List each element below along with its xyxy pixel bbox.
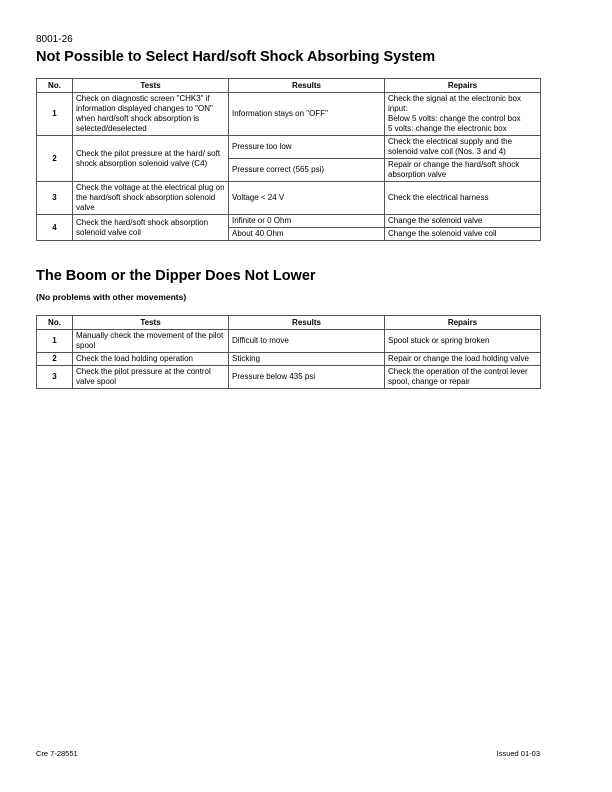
repair-cell: Check the operation of the control lever spool, change or repair (385, 366, 541, 389)
test-cell: Manually check the movement of the pilot spool (73, 330, 229, 353)
table-row (37, 215, 541, 228)
row-number: 2 (37, 136, 73, 182)
repair-cell: Check the electrical supply and the solenoid valve coil (Nos. 3 and 4) (385, 136, 541, 159)
result-cell: Voltage < 24 V (229, 182, 385, 215)
section-title-boom-dipper: The Boom or the Dipper Does Not Lower (36, 268, 316, 284)
column-header-no: No. (37, 316, 73, 330)
result-cell: Difficult to move (229, 330, 385, 353)
table-row (37, 182, 541, 215)
table-row (37, 353, 541, 366)
footer-document-code: Cre 7-28551 (36, 749, 78, 758)
section-subtitle: (No problems with other movements) (36, 292, 187, 302)
row-number: 3 (37, 366, 73, 389)
test-cell: Check the pilot pressure at the control valve spool (73, 366, 229, 389)
column-header-results: Results (229, 79, 385, 93)
result-cell: Pressure correct (565 psi) (229, 159, 385, 182)
repair-line: 5 volts: change the electronic box (388, 124, 507, 133)
table-row (37, 136, 541, 159)
table-row (37, 93, 541, 136)
page-number: 8001-26 (36, 34, 73, 45)
repair-cell: Change the solenoid valve coil (385, 228, 541, 241)
footer-issue-date: Issued 01-03 (496, 749, 540, 758)
result-cell: Infinite or 0 Ohm (229, 215, 385, 228)
table-row (37, 330, 541, 353)
result-cell: Sticking (229, 353, 385, 366)
table-header-row (37, 316, 541, 330)
column-header-repairs: Repairs (385, 316, 541, 330)
row-number: 4 (37, 215, 73, 241)
troubleshooting-table-boom-dipper (36, 315, 541, 389)
test-cell: Check the pilot pressure at the hard/ soft shock absorption solenoid valve (C4) (73, 136, 229, 182)
table-header-row (37, 79, 541, 93)
test-cell: Check on diagnostic screen "CHK3" if information displayed changes to "ON" when hard/soft shock absorption is selected/deselected (73, 93, 229, 136)
repair-cell: Check the electrical harness (385, 182, 541, 215)
table-row (37, 366, 541, 389)
troubleshooting-table-shock-absorbing (36, 78, 541, 241)
column-header-tests: Tests (73, 316, 229, 330)
result-cell: Pressure too low (229, 136, 385, 159)
column-header-repairs: Repairs (385, 79, 541, 93)
row-number: 3 (37, 182, 73, 215)
result-cell: Information stays on "OFF" (229, 93, 385, 136)
row-number: 2 (37, 353, 73, 366)
column-header-results: Results (229, 316, 385, 330)
repair-cell: Spool stuck or spring broken (385, 330, 541, 353)
repair-line: Below 5 volts: change the control box (388, 114, 521, 123)
row-number: 1 (37, 93, 73, 136)
result-cell: Pressure below 435 psi (229, 366, 385, 389)
repair-cell: Repair or change the hard/soft shock absorption valve (385, 159, 541, 182)
test-cell: Check the load holding operation (73, 353, 229, 366)
test-cell: Check the voltage at the electrical plug on the hard/soft shock absorption solenoid valve (73, 182, 229, 215)
row-number: 1 (37, 330, 73, 353)
repair-cell: Repair or change the load holding valve (385, 353, 541, 366)
section-title-shock-absorbing: Not Possible to Select Hard/soft Shock Absorbing System (36, 49, 436, 65)
column-header-no: No. (37, 79, 73, 93)
repair-line: Check the signal at the electronic box input: (388, 94, 521, 113)
result-cell: About 40 Ohm (229, 228, 385, 241)
column-header-tests: Tests (73, 79, 229, 93)
repair-cell (385, 93, 541, 136)
repair-cell: Change the solenoid valve (385, 215, 541, 228)
test-cell: Check the hard/soft shock absorption solenoid valve coil (73, 215, 229, 241)
